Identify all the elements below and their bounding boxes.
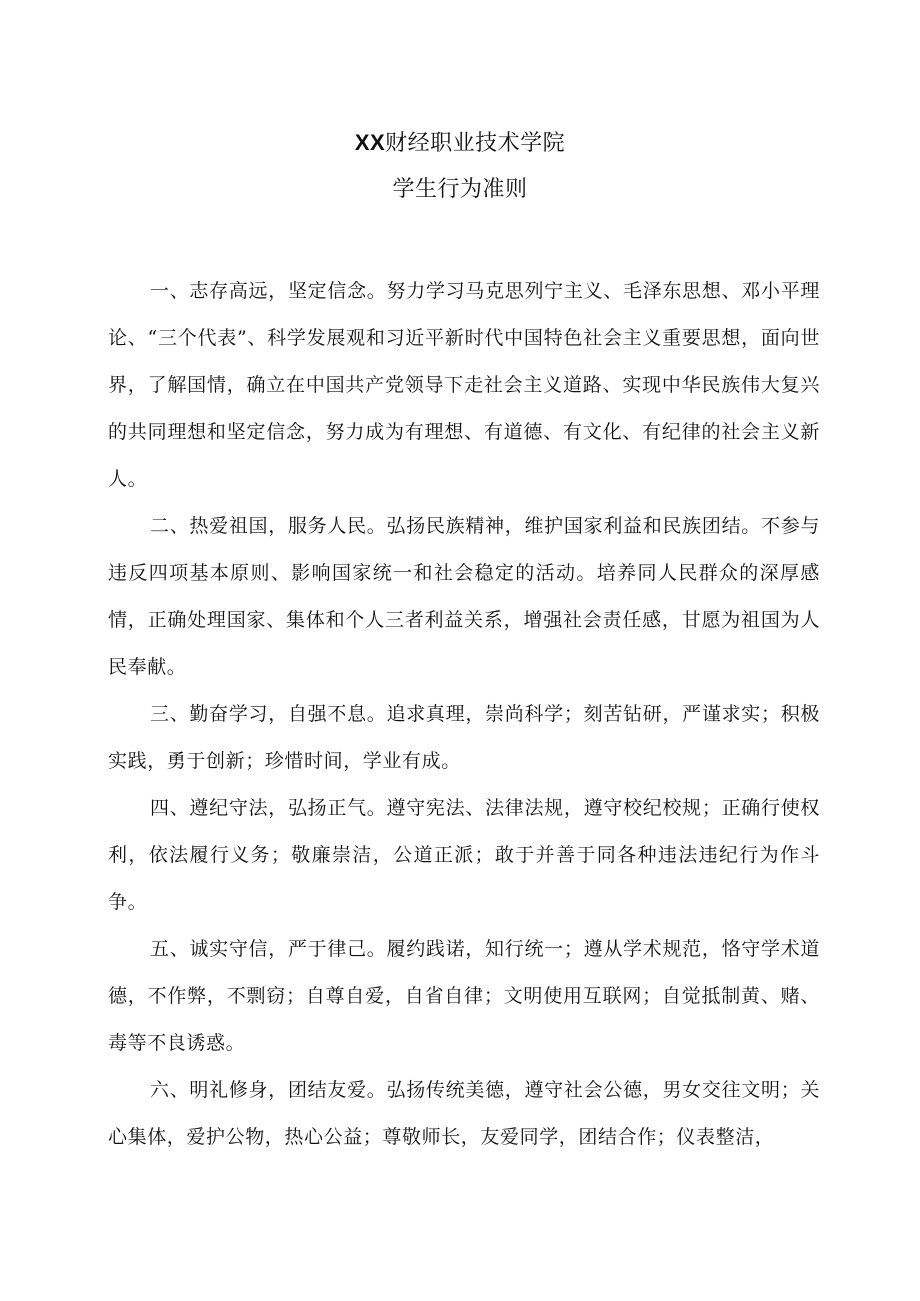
paragraph-heading: 一、志存高远，坚定信念。	[150, 280, 387, 302]
paragraph-text: 追求真理，崇尚科学；刻苦钻研，严谨求实；积极实践，勇于创新；珍惜时间，学业有成。	[108, 703, 821, 772]
paragraph-text: 遵守宪法、法律法规，遵守校纪校规；正确行使权利，依法履行义务；敬廉崇洁，公道正派；敢于并善于同各种违法违纪行为作斗争。	[108, 797, 821, 913]
paragraph	[108, 503, 820, 691]
paragraph	[108, 268, 820, 503]
document-body	[108, 268, 820, 1161]
paragraph-text: 弘扬民族精神，维护国家利益和民族团结。不参与违反四项基本原则、影响国家统一和社会稳定的活动。培养同人民群众的深厚感情，正确处理国家、集体和个人三者利益关系，增强社会责任感，甘愿为祖国为人民奉献。	[108, 515, 821, 678]
paragraph-heading: 五、诚实守信，严于律己。	[150, 938, 387, 960]
paragraph-heading: 二、热爱祖国，服务人民。	[150, 515, 387, 537]
title-prefix: XX	[354, 130, 386, 155]
paragraph	[108, 785, 820, 926]
paragraph-text: 履约践诺，知行统一；遵从学术规范，恪守学术道德，不作弊，不剽窃；自尊自爱，自省自律；文明使用互联网；自觉抵制黄、赌、毒等不良诱惑。	[108, 938, 821, 1054]
document-subtitle: 学生行为准则	[392, 177, 528, 202]
title-block	[0, 124, 920, 209]
paragraph	[108, 926, 820, 1067]
document-title	[0, 124, 920, 163]
paragraph-heading: 四、遵纪守法，弘扬正气。	[150, 797, 387, 819]
paragraph-heading: 六、明礼修身，团结友爱。	[150, 1079, 387, 1101]
paragraph	[108, 1067, 820, 1161]
paragraph-text: 努力学习马克思列宁主义、毛泽东思想、邓小平理论、“三个代表”、科学发展观和习近平新时代中国特色社会主义重要思想，面向世界，了解国情，确立在中国共产党领导下走社会主义道路、实现中华民族伟大复兴的共同理想和坚定信念，努力成为有理想、有道德、有文化、有纪律的社会主义新人。	[108, 280, 821, 490]
paragraph	[108, 691, 820, 785]
paragraph-heading: 三、勤奋学习，自强不息。	[150, 703, 387, 725]
paragraph-text: 弘扬传统美德，遵守社会公德，男女交往文明；关心集体，爱护公物，热心公益；尊敬师长，友爱同学，团结合作；仪表整洁，	[108, 1079, 821, 1148]
title-main: 财经职业技术学院	[385, 131, 566, 156]
